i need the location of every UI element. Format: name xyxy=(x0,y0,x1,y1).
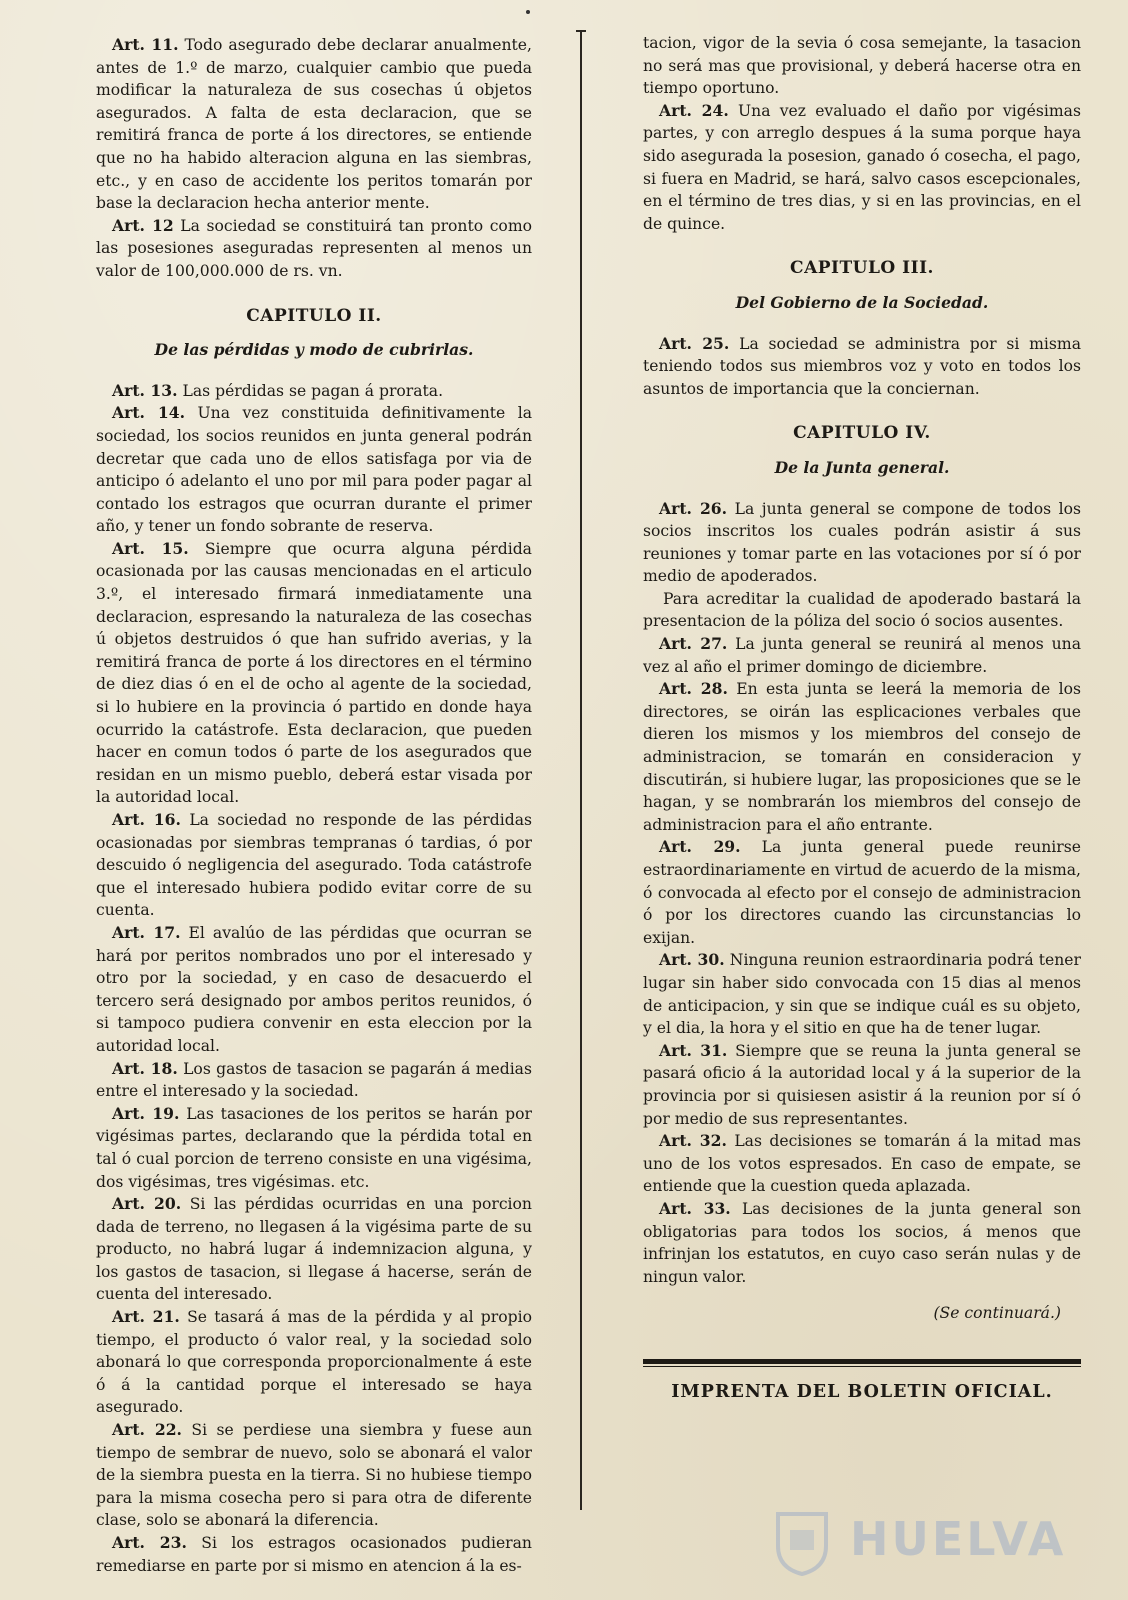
article xyxy=(643,498,1081,588)
article-text: Para acreditar la cualidad de apoderado bastará la presentacion de la póliza del socio ó socios ausentes. xyxy=(643,589,1081,631)
article xyxy=(643,836,1081,949)
paragraph xyxy=(643,588,1081,633)
article xyxy=(96,1058,532,1103)
thin-rule xyxy=(643,1366,1081,1368)
article xyxy=(96,922,532,1058)
chapter-subtitle: De la Junta general. xyxy=(774,457,950,477)
article-label: Art. 20. xyxy=(112,1194,182,1214)
column-divider-tick xyxy=(576,30,586,32)
article-text: Ninguna reunion estraordinaria podrá tener lugar sin haber sido convocada con 15 dias al menos de anticipacion, y sin que se indique cuál es su objeto, y el dia, la hora y el sitio en que ha de tener lugar. xyxy=(643,951,1081,1038)
article-label: Art. 32. xyxy=(659,1131,727,1151)
article-label: Art. 18. xyxy=(112,1058,178,1078)
article-text: Las decisiones de la junta general son obligatorias para todos los socios, á menos que infrinjan los estatutos, en cuyo caso serán nulas y de ningun valor. xyxy=(643,1199,1081,1286)
article xyxy=(96,538,532,809)
article-label: Art. 31. xyxy=(659,1040,728,1060)
article-text: Siempre que se reuna la junta general se pasará oficio á la autoridad local y á la superior de la provincia por si quisiesen asistir á la reunion por sí ó por medio de sus representantes. xyxy=(643,1041,1081,1128)
article-label: Art. 11. xyxy=(112,35,179,54)
article xyxy=(643,949,1081,1039)
article-text: La sociedad se constituirá tan pronto como las posesiones aseguradas representen al menos un valor de 100,000.000 de rs. vn. xyxy=(96,216,532,280)
article xyxy=(96,1306,532,1419)
article xyxy=(96,34,532,215)
article-label: Art. 23. xyxy=(112,1533,187,1552)
watermark-text: HUELVA xyxy=(850,1512,1067,1566)
article-label: Art. 29. xyxy=(659,837,741,857)
article xyxy=(643,333,1081,401)
column-divider xyxy=(580,30,582,1510)
chapter-title: CAPITULO II. xyxy=(246,305,382,326)
article-text: Las tasaciones de los peritos se harán por vigésimas partes, declarando que la pérdida total en tal ó cual porcion de terreno consiste en una vigésima, dos vigésimas, tres vigésimas. etc. xyxy=(96,1104,532,1191)
article-text: La junta general se compone de todos los socios inscritos los cuales podrán asistir á sus reuniones y tomar parte en las votaciones por sí ó por medio de apoderados. xyxy=(643,499,1081,586)
chapter-subtitle: De las pérdidas y modo de cubrirlas. xyxy=(154,340,474,360)
article-label: Art. 25. xyxy=(659,333,730,353)
article-label: Art. 21. xyxy=(112,1307,180,1327)
article xyxy=(96,215,532,283)
article-text: La sociedad se administra por si misma teniendo todos sus miembros voz y voto en todos los asuntos de importancia que la conciernan. xyxy=(643,334,1081,398)
article xyxy=(643,1130,1081,1198)
article-text: Las decisiones se tomarán á la mitad mas uno de los votos espresados. En caso de empate, se entiende que la cuestion queda aplazada. xyxy=(643,1132,1081,1196)
articles-chapter-4 xyxy=(643,498,1081,1289)
article-text: La junta general puede reunirse estraordinariamente en virtud de acuerdo de la misma, ó convocada al efecto por el consejo de administracion ó por los directores cuando las circunstancias lo exijan. xyxy=(643,838,1081,947)
article-label: Art. 19. xyxy=(112,1103,180,1123)
article xyxy=(643,633,1081,678)
chapter-title: CAPITULO IV. xyxy=(793,423,931,444)
left-column xyxy=(96,34,532,1577)
article-text: Si se perdiese una siembra y fuese aun tiempo de sembrar de nuevo, solo se abonará el valor de la siembra puesta en la tierra. Si no hubiese tiempo para la misma cosecha pero si para otra de diferente clase, solo se abonará la diferencia. xyxy=(96,1421,532,1530)
thick-rule xyxy=(643,1359,1081,1364)
library-seal-icon xyxy=(772,1510,832,1576)
article-label: Art. 13. xyxy=(112,380,178,400)
chapter-title: CAPITULO III. xyxy=(790,258,934,279)
article-text: Siempre que ocurra alguna pérdida ocasionada por las causas mencionadas en el articulo 3.º, el interesado firmará inmediatamente una declaracion, espresando la naturaleza de las cosechas ú objetos destruidos ó que han sufrido averias, y la remitirá franca de porte á los directores en el término de diez dias ó en el de ocho al agente de la sociedad, si lo hubiere en la provincia ó partido en donde haya ocurrido la catástrofe. Esta declaracion, que pueden hacer en comun todos ó parte de los asegurados que residan en un mismo pueblo, deberá estar visada por la autoridad local. xyxy=(96,539,532,807)
continuation-text: tacion, vigor de la sevia ó cosa semejante, la tasacion no será mas que provisional, y deberá hacerse otra en tiempo oportuno. xyxy=(643,34,1081,98)
article-text: La junta general se reunirá al menos una vez al año el primer domingo de diciembre. xyxy=(643,635,1081,676)
article xyxy=(96,1193,532,1306)
article-text: Los gastos de tasacion se pagarán á medias entre el interesado y la sociedad. xyxy=(96,1059,532,1101)
article xyxy=(643,1198,1081,1288)
article-label: Art. 26. xyxy=(659,498,728,518)
article-label: Art. 17. xyxy=(112,922,181,942)
article-label: Art. 12 xyxy=(112,215,174,235)
article-label: Art. 33. xyxy=(659,1198,731,1218)
articles-chapter-2 xyxy=(96,380,532,1577)
article-label: Art. 16. xyxy=(112,810,181,829)
article-label: Art. 27. xyxy=(659,634,728,654)
article xyxy=(96,1419,532,1532)
article-label: Art. 15. xyxy=(112,538,189,558)
article-label: Art. 24. xyxy=(659,100,729,120)
continued-note: (Se continuará.) xyxy=(933,1304,1061,1323)
article xyxy=(96,402,532,538)
article-label: Art. 28. xyxy=(659,679,728,699)
article-text: Si las pérdidas ocurridas en una porcion dada de terreno, no llegasen á la vigésima parte de su producto, no habrá lugar á indemnizacion alguna, y los gastos de tasacion, si llegase á hacerse, serán de cuenta del interesado. xyxy=(96,1195,532,1304)
articles-top xyxy=(96,34,532,283)
article xyxy=(96,809,532,922)
article-label: Art. 22. xyxy=(112,1420,182,1440)
article-text: Todo asegurado debe declarar anualmente, antes de 1.º de marzo, cualquier cambio que pueda modificar la naturaleza de sus cosechas ú objetos asegurados. A falta de esta declaracion, que se remitirá franca de porte á los directores, se entiende que no ha habido alteracion alguna en las siembras, etc., y en caso de accidente los peritos tomarán por base la declaracion hecha anterior mente. xyxy=(96,36,532,213)
article-text: El avalúo de las pérdidas que ocurran se hará por peritos nombrados uno por el interesado y otro por la sociedad, y en caso de desacuerdo el tercero será designado por ambos peritos reunidos, ó si tampoco pudiera convenir en esta eleccion por la autoridad local. xyxy=(96,923,532,1055)
right-column xyxy=(643,32,1081,1404)
ink-dot xyxy=(526,10,530,14)
article xyxy=(643,100,1081,236)
article xyxy=(643,678,1081,836)
article-text: Si los estragos ocasionados pudieran remediarse en parte por si mismo en atencion á la es- xyxy=(96,1534,532,1575)
article xyxy=(96,1103,532,1193)
article xyxy=(96,380,532,403)
article-text: Una vez evaluado el daño por vigésimas partes, y con arreglo despues á la suma porque haya sido asegurada la posesion, ganado ó cosecha, el pago, si fuera en Madrid, se hará, salvo casos escepcionales, en el término de tres dias, y si en las provincias, en el de quince. xyxy=(643,101,1081,233)
article xyxy=(96,1532,532,1577)
article-text: Se tasará á mas de la pérdida y al propio tiempo, el producto ó valor real, y la sociedad solo abonará lo que corresponda proporcionalmente á este ó á la cantidad porque el interesado se haya asegurado. xyxy=(96,1308,532,1417)
article-text: La sociedad no responde de las pérdidas ocasionadas por siembras tempranas ó tardias, ó por descuido ó negligencia del asegurado. Toda catástrofe que el interesado hubiera podido evitar corre de su cuenta. xyxy=(96,811,532,920)
article-text: Las pérdidas se pagan á prorata. xyxy=(182,381,444,400)
article-text: Una vez constituida definitivamente la sociedad, los socios reunidos en junta general podrán decretar que cada uno de ellos satisfaga por via de anticipo ó adelanto el uno por mil para poder pagar al contado los estragos que ocurran durante el primer año, y tener un fondo sobrante de reserva. xyxy=(96,404,532,536)
article-label: Art. 30. xyxy=(659,950,725,970)
article-label: Art. 14. xyxy=(112,403,186,423)
imprint-line: IMPRENTA DEL BOLETIN OFICIAL. xyxy=(671,1382,1053,1403)
article-text: En esta junta se leerá la memoria de los directores, se oirán las esplicaciones verbales que dieren los mismos y los miembros del consejo de administracion, se tomarán en consideracion y discutirán, si hubiere lugar, las proposiciones que se le hagan, y se nombrarán los miembros del consejo de administracion para el año entrante. xyxy=(643,680,1081,834)
chapter-subtitle: Del Gobierno de la Sociedad. xyxy=(735,292,989,312)
article xyxy=(643,1040,1081,1130)
